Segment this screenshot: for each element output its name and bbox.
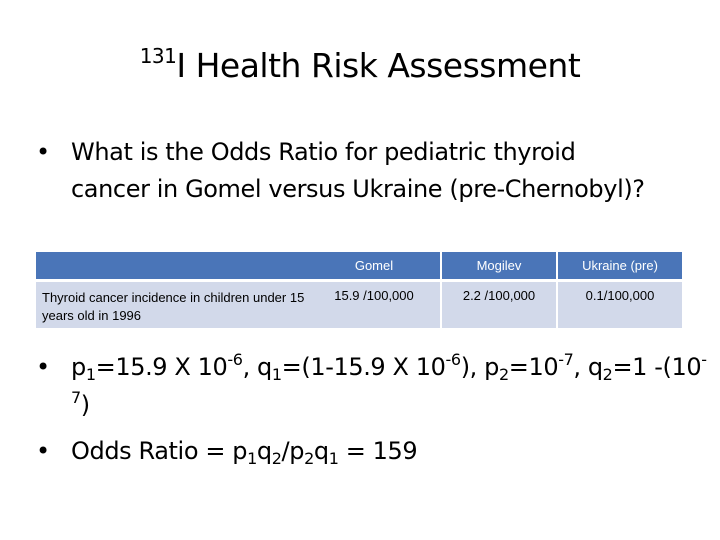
bullet-dot: • bbox=[36, 437, 50, 465]
q2-subscript: 2 bbox=[602, 365, 613, 384]
p2-value: =10 bbox=[508, 353, 559, 381]
formula-bullet bbox=[36, 348, 716, 424]
sub-1: 1 bbox=[247, 449, 257, 468]
p1-value: =15.9 X 10 bbox=[95, 353, 228, 381]
sub-4: 1 bbox=[328, 449, 339, 468]
q2-close: ) bbox=[80, 391, 90, 419]
table-header-blank bbox=[36, 252, 308, 282]
odds-ratio-text bbox=[71, 432, 716, 470]
sub-3: 2 bbox=[304, 449, 314, 468]
cell-ukraine-pre: 0.1/100,000 bbox=[556, 282, 682, 328]
cell-mogilev: 2.2 /100,000 bbox=[440, 282, 556, 328]
incidence-table bbox=[36, 252, 682, 328]
odds-ratio-div: /p bbox=[281, 437, 305, 465]
formula-text bbox=[71, 348, 716, 424]
odds-ratio-q2: q bbox=[313, 437, 329, 465]
row-label: Thyroid cancer incidence in children under 15 years old in 1996 bbox=[36, 282, 308, 328]
slide-title bbox=[0, 42, 720, 90]
odds-ratio-result: = 159 bbox=[338, 437, 418, 465]
title-superscript: 131 bbox=[139, 44, 177, 68]
q1-close: ), p bbox=[460, 353, 499, 381]
p2-exponent: -7 bbox=[558, 350, 574, 369]
cell-gomel: 15.9 /100,000 bbox=[308, 282, 440, 328]
q2-lead: , q bbox=[573, 353, 603, 381]
column-header-mogilev: Mogilev bbox=[440, 252, 556, 282]
sub-2: 2 bbox=[271, 449, 282, 468]
question-text: What is the Odds Ratio for pediatric thyroid cancer in Gomel versus Ukraine (pre-Chernobyl)? bbox=[71, 138, 645, 203]
odds-ratio-lead: Odds Ratio = p bbox=[71, 437, 248, 465]
q1-value: =(1-15.9 X 10 bbox=[281, 353, 446, 381]
odds-ratio-bullet bbox=[36, 432, 716, 470]
p2-subscript: 2 bbox=[498, 365, 509, 384]
column-header-gomel: Gomel bbox=[308, 252, 440, 282]
table-header-row bbox=[36, 252, 682, 282]
table-row bbox=[36, 282, 682, 328]
q1-lead: , q bbox=[242, 353, 272, 381]
odds-ratio-q: q bbox=[256, 437, 272, 465]
p1-subscript: 1 bbox=[85, 365, 96, 384]
bullet-dot: • bbox=[36, 138, 50, 166]
q2-exponent: -7 bbox=[71, 350, 707, 407]
p1-symbol: p bbox=[71, 353, 86, 381]
q2-value: =1 -(10 bbox=[612, 353, 702, 381]
question-bullet bbox=[36, 134, 656, 208]
p1-exponent: -6 bbox=[227, 350, 243, 369]
q1-exponent: -6 bbox=[445, 350, 461, 369]
q1-subscript: 1 bbox=[271, 365, 282, 384]
bullet-dot: • bbox=[36, 353, 50, 381]
title-text: I Health Risk Assessment bbox=[176, 46, 581, 85]
column-header-ukraine-pre: Ukraine (pre) bbox=[556, 252, 682, 282]
